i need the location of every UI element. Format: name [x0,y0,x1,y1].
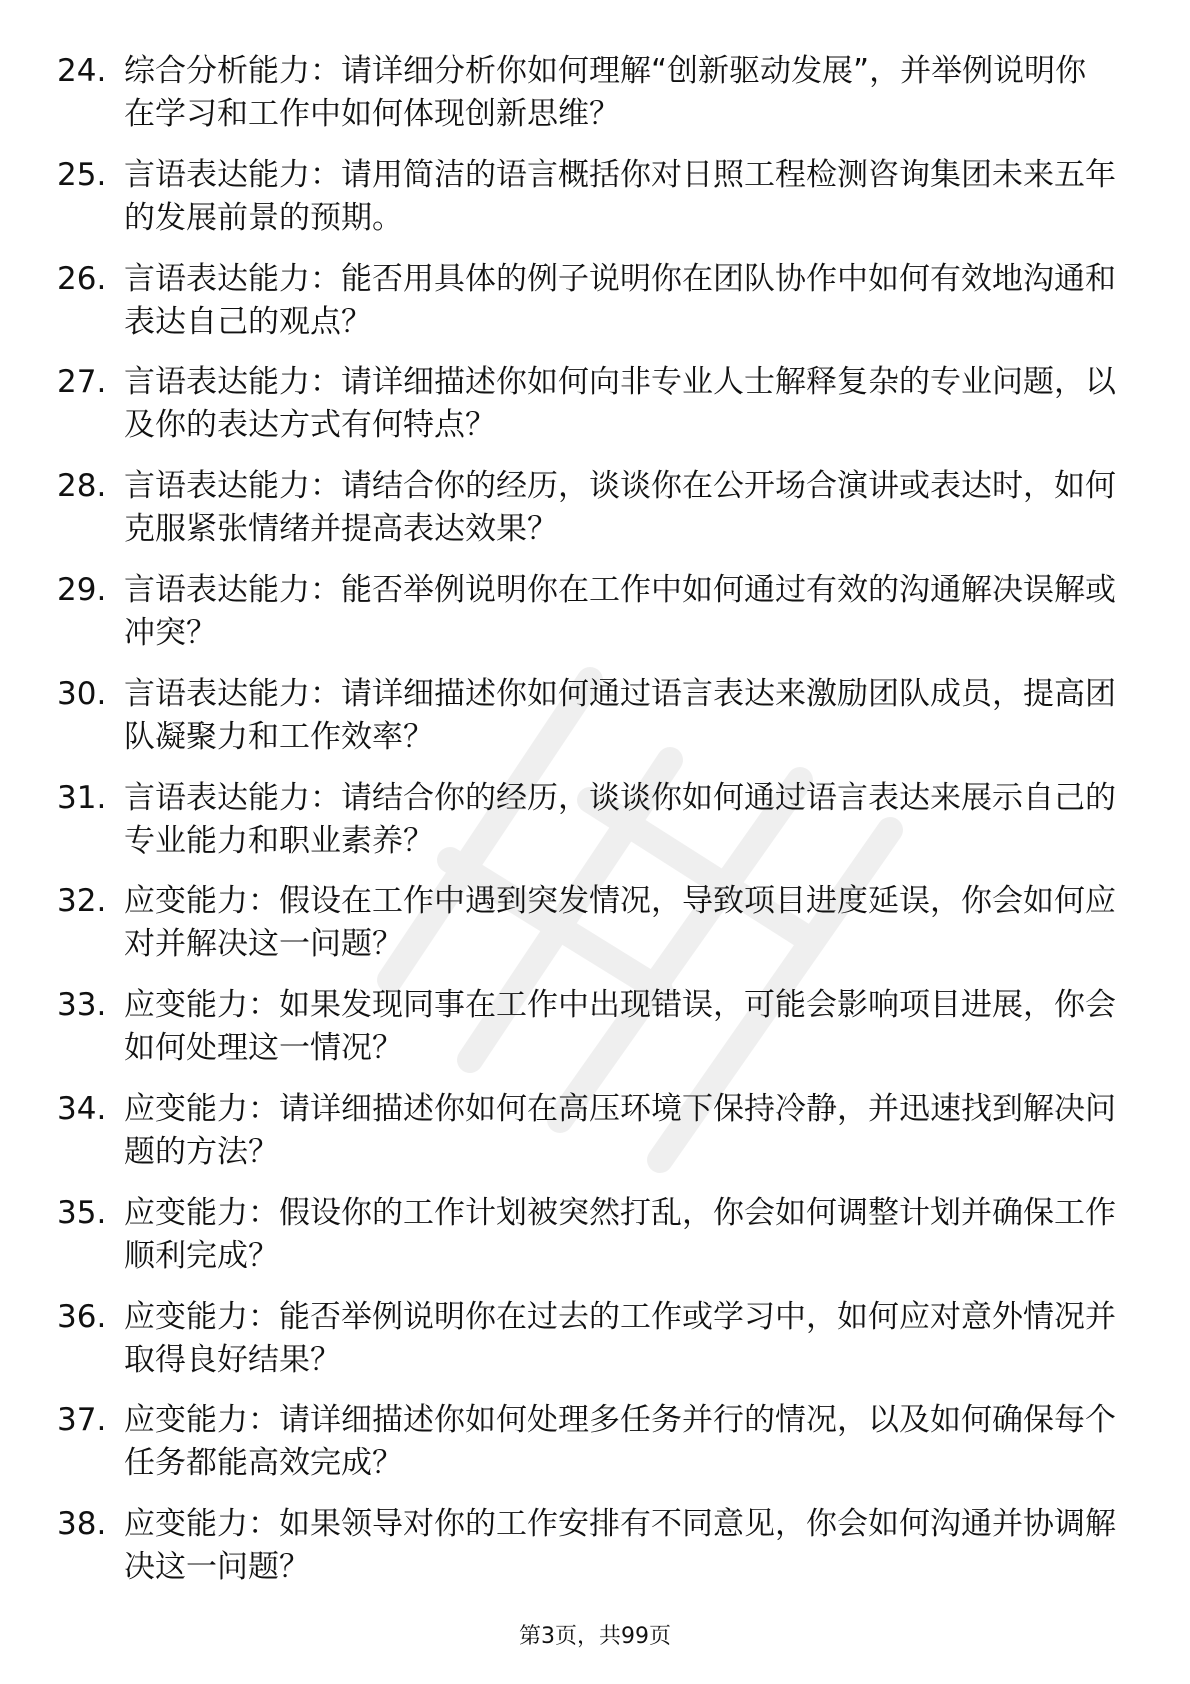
question-item [57,50,1117,136]
question-text: 言语表达能力：请结合你的经历，谈谈你在公开场合演讲或表达时，如何克服紧张情绪并提高表达效果？ [124,468,1116,548]
question-text: 言语表达能力：请用简洁的语言概括你对日照工程检测咨询集团未来五年的发展前景的预期。 [124,156,1116,236]
question-text: 应变能力：如果领导对你的工作安排有不同意见，你会如何沟通并协调解决这一问题？ [124,1506,1116,1586]
question-text: 应变能力：请详细描述你如何在高压环境下保持冷静，并迅速找到解决问题的方法？ [124,1090,1116,1170]
question-item [57,1399,1117,1485]
question-item [57,1296,1117,1382]
question-text: 言语表达能力：能否用具体的例子说明你在团队协作中如何有效地沟通和表达自己的观点？ [124,260,1116,340]
question-item [57,258,1117,344]
question-list [57,50,1117,1607]
question-text: 言语表达能力：请结合你的经历，谈谈你如何通过语言表达来展示自己的专业能力和职业素养？ [124,779,1116,859]
page-footer: 第3页，共99页 [519,1624,671,1649]
question-item [57,569,1117,655]
question-number: 29. [57,571,107,608]
question-item [57,465,1117,551]
question-text: 综合分析能力：请详细分析你如何理解“创新驱动发展”，并举例说明你在学习和工作中如何体现创新思维？ [124,53,1087,132]
question-text: 应变能力：假设在工作中遇到突发情况，导致项目进度延误，你会如何应对并解决这一问题？ [124,883,1116,963]
question-item [57,154,1117,240]
question-number: 33. [57,987,107,1024]
question-item [57,880,1117,966]
question-item [57,1503,1117,1589]
question-item [57,1192,1117,1278]
question-number: 36. [57,1298,107,1335]
question-number: 28. [57,468,107,505]
question-item [57,984,1117,1070]
question-text: 应变能力：假设你的工作计划被突然打乱，你会如何调整计划并确保工作顺利完成？ [124,1194,1116,1274]
question-item [57,1088,1117,1174]
question-text: 应变能力：能否举例说明你在过去的工作或学习中，如何应对意外情况并取得良好结果？ [124,1298,1116,1378]
question-number: 31. [57,779,107,816]
question-number: 38. [57,1506,107,1543]
question-number: 32. [57,883,107,920]
question-text: 应变能力：请详细描述你如何处理多任务并行的情况，以及如何确保每个任务都能高效完成？ [124,1402,1116,1482]
question-number: 26. [57,260,107,297]
question-number: 25. [57,156,107,193]
question-text: 应变能力：如果发现同事在工作中出现错误，可能会影响项目进展，你会如何处理这一情况？ [124,987,1116,1067]
question-number: 34. [57,1090,107,1127]
question-item [57,361,1117,447]
question-number: 24. [57,53,107,89]
question-number: 27. [57,364,107,401]
question-number: 35. [57,1194,107,1231]
question-number: 37. [57,1402,107,1439]
question-item [57,673,1117,759]
question-number: 30. [57,675,107,712]
question-item [57,777,1117,863]
question-text: 言语表达能力：请详细描述你如何通过语言表达来激励团队成员，提高团队凝聚力和工作效率？ [124,675,1116,755]
question-text: 言语表达能力：能否举例说明你在工作中如何通过有效的沟通解决误解或冲突？ [124,571,1116,651]
question-text: 言语表达能力：请详细描述你如何向非专业人士解释复杂的专业问题，以及你的表达方式有何特点？ [124,364,1116,444]
